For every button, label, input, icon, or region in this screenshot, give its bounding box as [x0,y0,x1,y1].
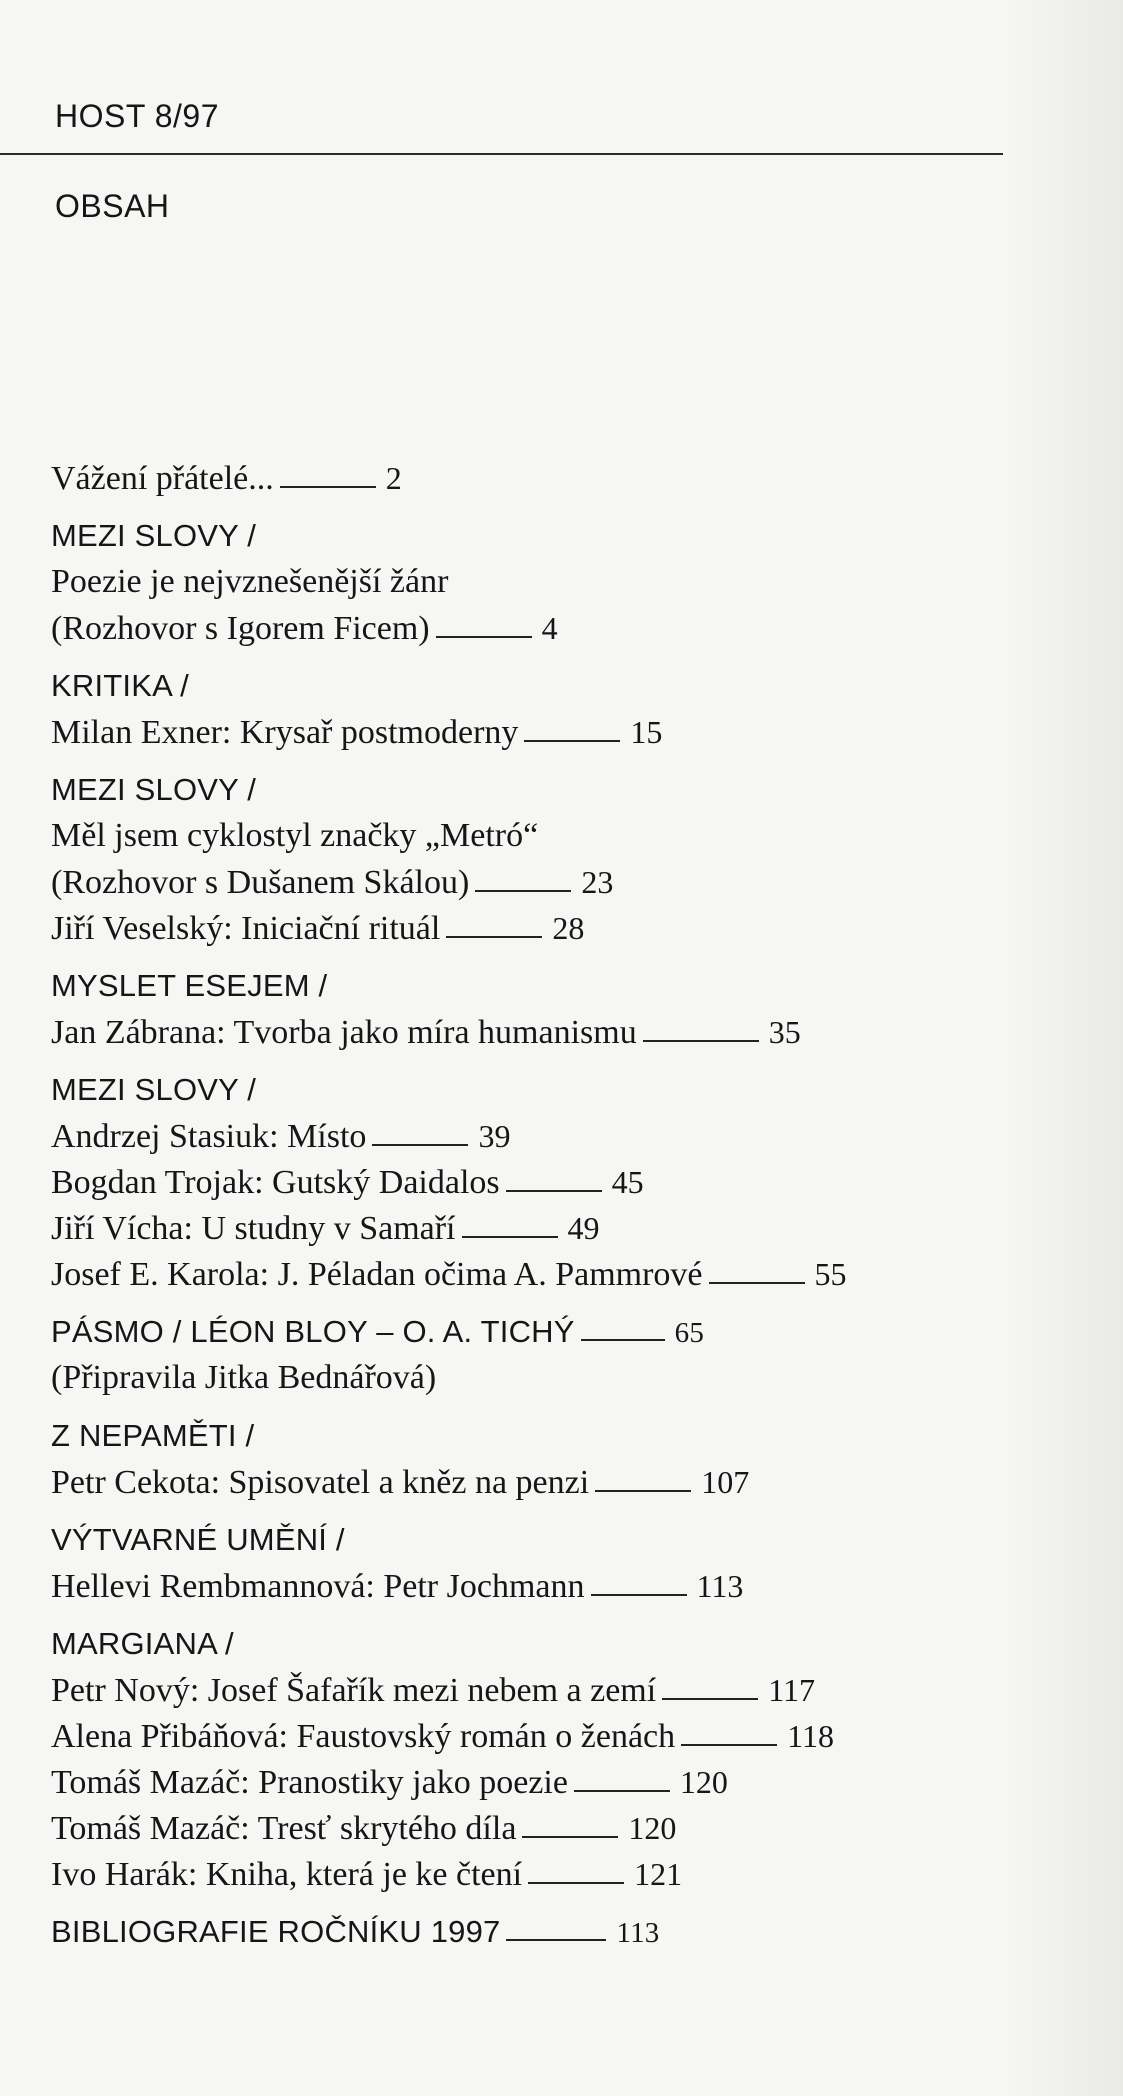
toc-mezi-slovy-3 [51,1067,1011,1297]
leader-line [436,636,532,638]
leader-line [591,1594,687,1596]
leader-line [643,1040,759,1042]
toc-entry-note [51,1355,1011,1401]
entry-note: (Připravila Jitka Bednářová) [51,1359,437,1396]
page-number: 4 [541,610,558,646]
entry-title: Vážení přátelé... [51,460,274,497]
section-heading: VÝTVARNÉ UMĚNÍ / [51,1522,345,1557]
leader-line [446,936,542,938]
toc-mezi-slovy-2 [51,767,1011,951]
section-heading: MEZI SLOVY / [51,518,257,553]
leader-line [595,1490,691,1492]
toc-intro [51,455,1011,501]
page-number: 117 [768,1672,816,1708]
toc-entry[interactable] [51,1205,1011,1251]
toc-pasmo [51,1309,1011,1401]
toc-entry[interactable] [51,1159,1011,1205]
page-number: 2 [385,460,402,496]
leader-line [709,1282,805,1284]
page-number: 49 [567,1210,600,1246]
toc-entry[interactable] [51,1563,1011,1609]
section-heading: MEZI SLOVY / [51,772,257,807]
leader-line [662,1698,758,1700]
toc-entry[interactable] [51,1851,1011,1897]
toc-entry[interactable] [51,605,1011,651]
toc-entry[interactable] [51,709,1011,755]
page-number: 120 [679,1764,728,1800]
toc-entry[interactable] [51,813,1011,859]
entry-title: Tomáš Mazáč: Tresť skrytého díla [51,1810,517,1847]
toc-entry[interactable] [51,1759,1011,1805]
toc-margiana [51,1621,1011,1897]
leader-line [462,1236,558,1238]
leader-line [528,1882,624,1884]
page-number: 121 [634,1856,683,1892]
entry-title: Tomáš Mazáč: Pranostiky jako poezie [51,1764,568,1801]
toc-kritika [51,663,1011,755]
leader-line [506,1939,606,1941]
page-number: 118 [787,1718,834,1754]
toc-vytvarne-umeni [51,1517,1011,1609]
toc-entry[interactable] [51,905,1011,951]
section-heading: MEZI SLOVY / [51,1072,257,1107]
toc-entry[interactable] [51,1713,1011,1759]
page-number: 65 [674,1317,705,1349]
entry-title: Poezie je nejvznešenější žánr [51,563,449,600]
leader-line [506,1190,602,1192]
toc-entry[interactable] [51,859,1011,905]
page-number: 39 [478,1118,511,1154]
section-heading: BIBLIOGRAFIE ROČNÍKU 1997 [51,1914,501,1949]
entry-title: Alena Přibáňová: Faustovský román o ženách [51,1718,676,1755]
section-heading: PÁSMO / LÉON BLOY – O. A. TICHÝ [51,1314,575,1349]
page-edge-shadow [1003,0,1123,2096]
entry-title: Ivo Harák: Kniha, která je ke čtení [51,1856,523,1893]
page-number: 45 [611,1164,644,1200]
entry-title: Jiří Veselský: Iniciační rituál [51,910,441,947]
entry-title: Petr Cekota: Spisovatel a kněz na penzi [51,1464,590,1501]
entry-title: (Rozhovor s Dušanem Skálou) [51,864,470,901]
toc-entry[interactable] [51,1667,1011,1713]
page-number: 28 [552,910,585,946]
entry-title: Petr Nový: Josef Šafařík mezi nebem a zemí [51,1672,657,1709]
section-heading: KRITIKA / [51,668,189,703]
toc-entry[interactable] [51,1309,1011,1355]
toc-entry[interactable] [51,559,1011,605]
toc-entry[interactable] [51,1113,1011,1159]
entry-title: (Rozhovor s Igorem Ficem) [51,610,430,647]
leader-line [475,890,571,892]
page-number: 15 [630,714,663,750]
toc-entry[interactable] [51,1459,1011,1505]
page-number: 23 [581,864,614,900]
toc-bibliografie [51,1909,1011,1955]
page-number: 120 [628,1810,677,1846]
toc-z-nepameti [51,1413,1011,1505]
table-of-contents [51,455,1011,1967]
section-heading: MARGIANA / [51,1626,234,1661]
page-number: 107 [701,1464,750,1500]
toc-entry[interactable] [51,1909,1011,1955]
section-heading: Z NEPAMĚTI / [51,1418,255,1453]
toc-entry[interactable] [51,1251,1011,1297]
toc-entry[interactable] [51,1009,1011,1055]
entry-title: Milan Exner: Krysař postmoderny [51,714,519,751]
page-number: 35 [768,1014,801,1050]
entry-title: Bogdan Trojak: Gutský Daidalos [51,1164,500,1201]
issue-label: HOST 8/97 [55,98,219,134]
leader-line [574,1790,670,1792]
leader-line [522,1836,618,1838]
toc-mezi-slovy-1 [51,513,1011,651]
entry-title: Jiří Vícha: U studny v Samaří [51,1210,456,1247]
page-number: 113 [696,1568,744,1604]
leader-line [524,740,620,742]
entry-title: Andrzej Stasiuk: Místo [51,1118,367,1155]
toc-entry[interactable] [51,1805,1011,1851]
leader-line [280,486,376,488]
page-number: 55 [814,1256,847,1292]
entry-title: Jan Zábrana: Tvorba jako míra humanismu [51,1014,637,1051]
header-rule [0,153,1003,155]
page-number: 113 [616,1917,660,1949]
section-heading: MYSLET ESEJEM / [51,968,328,1003]
leader-line [681,1744,777,1746]
leader-line [372,1144,468,1146]
toc-myslet-esejem [51,963,1011,1055]
leader-line [581,1339,665,1341]
entry-title: Hellevi Rembmannová: Petr Jochmann [51,1568,585,1605]
contents-title: OBSAH [55,188,170,224]
toc-entry[interactable] [51,455,1011,501]
entry-title: Josef E. Karola: J. Péladan očima A. Pammrové [51,1256,703,1293]
entry-title: Měl jsem cyklostyl značky „Metró“ [51,817,539,854]
